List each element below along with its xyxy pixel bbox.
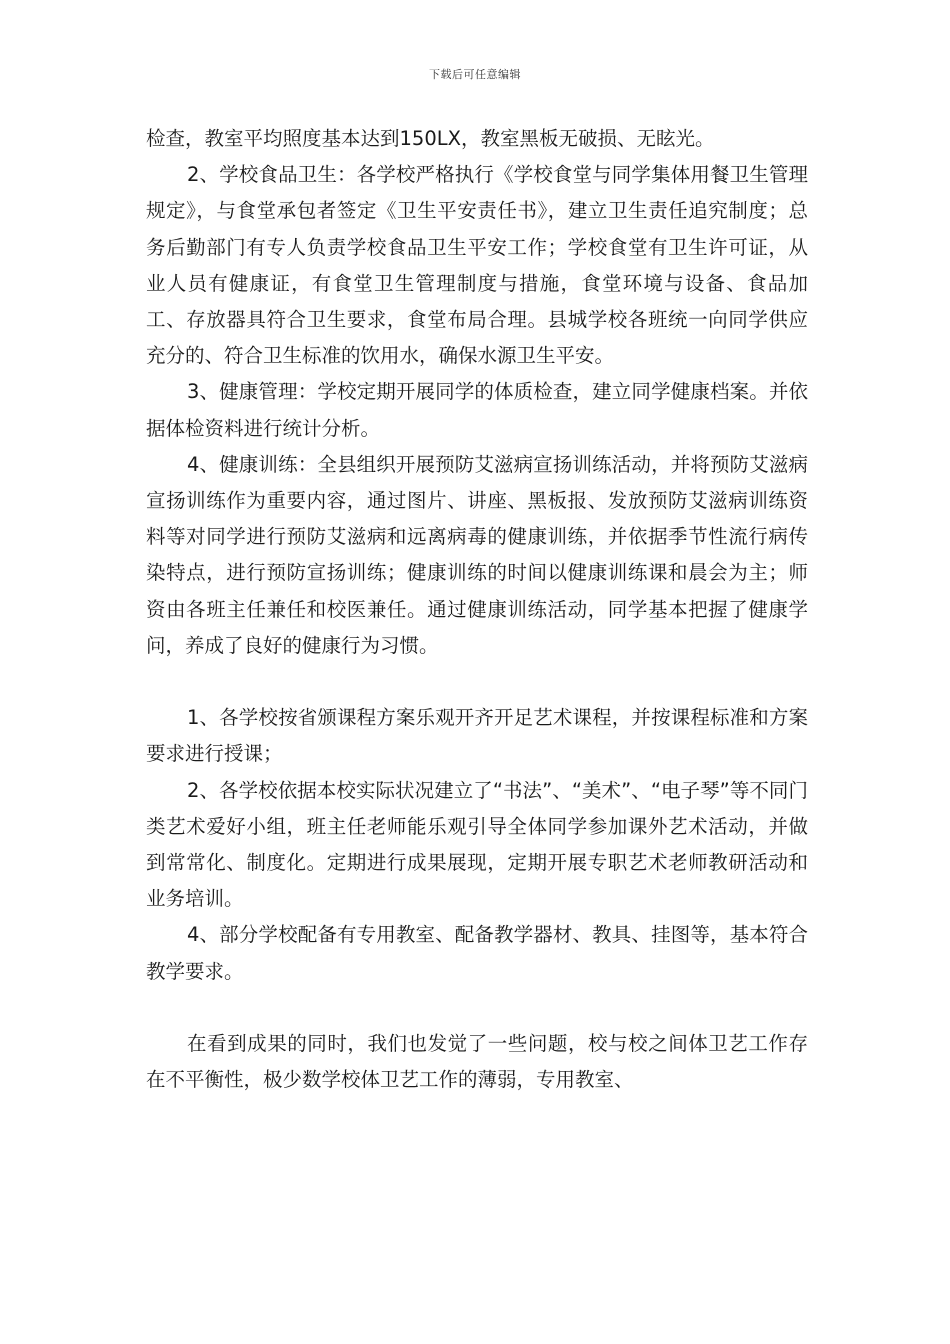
paragraph-art-facilities: 4、部分学校配备有专用教室、配备教学器材、教具、挂图等，基本符合教学要求。 (146, 923, 808, 983)
paragraph-health-education: 4、健康训练：全县组织开展预防艾滋病宣扬训练活动，并将预防艾滋病宣扬训练作为重要内容，通过图片、讲座、黑板报、发放预防艾滋病训练资料等对同学进行预防艾滋病和远离病毒的健康训练，并依据季节性流行病传染特点，进行预防宣扬训练；健康训练的时间以健康训练课和晨会为主；师资由各班主任兼任和校医兼任。通过健康训练活动，同学基本把握了健康学问，养成了良好的健康行为习惯。 (146, 452, 808, 657)
paragraph-art-courses: 1、各学校按省颁课程方案乐观开齐开足艺术课程，并按课程标准和方案要求进行授课； (146, 706, 808, 766)
paragraph-food-hygiene: 2、学校食品卫生：各学校严格执行《学校食堂与同学集体用餐卫生管理规定》，与食堂承包者签定《卫生平安责任书》，建立卫生责任追究制度；总务后勤部门有专人负责学校食品卫生平安工作；学校食堂有卫生许可证，从业人员有健康证，有食堂卫生管理制度与措施，食堂环境与设备、食品加工、存放器具符合卫生要求，食堂布局合理。县城学校各班统一向同学供应充分的、符合卫生标准的饮用水，确保水源卫生平安。 (146, 163, 808, 368)
paragraph-health-management: 3、健康管理：学校定期开展同学的体质检查，建立同学健康档案。并依据体检资料进行统计分析。 (146, 380, 808, 440)
paragraph-lighting-continuation: 检查，教室平均照度基本达到150LX，教室黑板无破损、无眩光。 (146, 127, 715, 150)
section-gap (146, 664, 808, 700)
page-header-note: 下载后可任意编辑 (429, 68, 521, 81)
paragraph-art-groups: 2、各学校依据本校实际状况建立了“书法”、“美术”、“电子琴”等不同门类艺术爱好小组，班主任老师能乐观引导全体同学参加课外艺术活动，并做到常常化、制度化。定期进行成果展现，定期开展专职艺术老师教研活动和业务培训。 (146, 778, 808, 911)
section-gap (146, 990, 808, 1026)
paragraph-problems: 在看到成果的同时，我们也发觉了一些问题，校与校之间体卫艺工作存在不平衡性，极少数学校体卫艺工作的薄弱，专用教室、 (146, 1032, 808, 1092)
document-body (146, 121, 808, 1098)
